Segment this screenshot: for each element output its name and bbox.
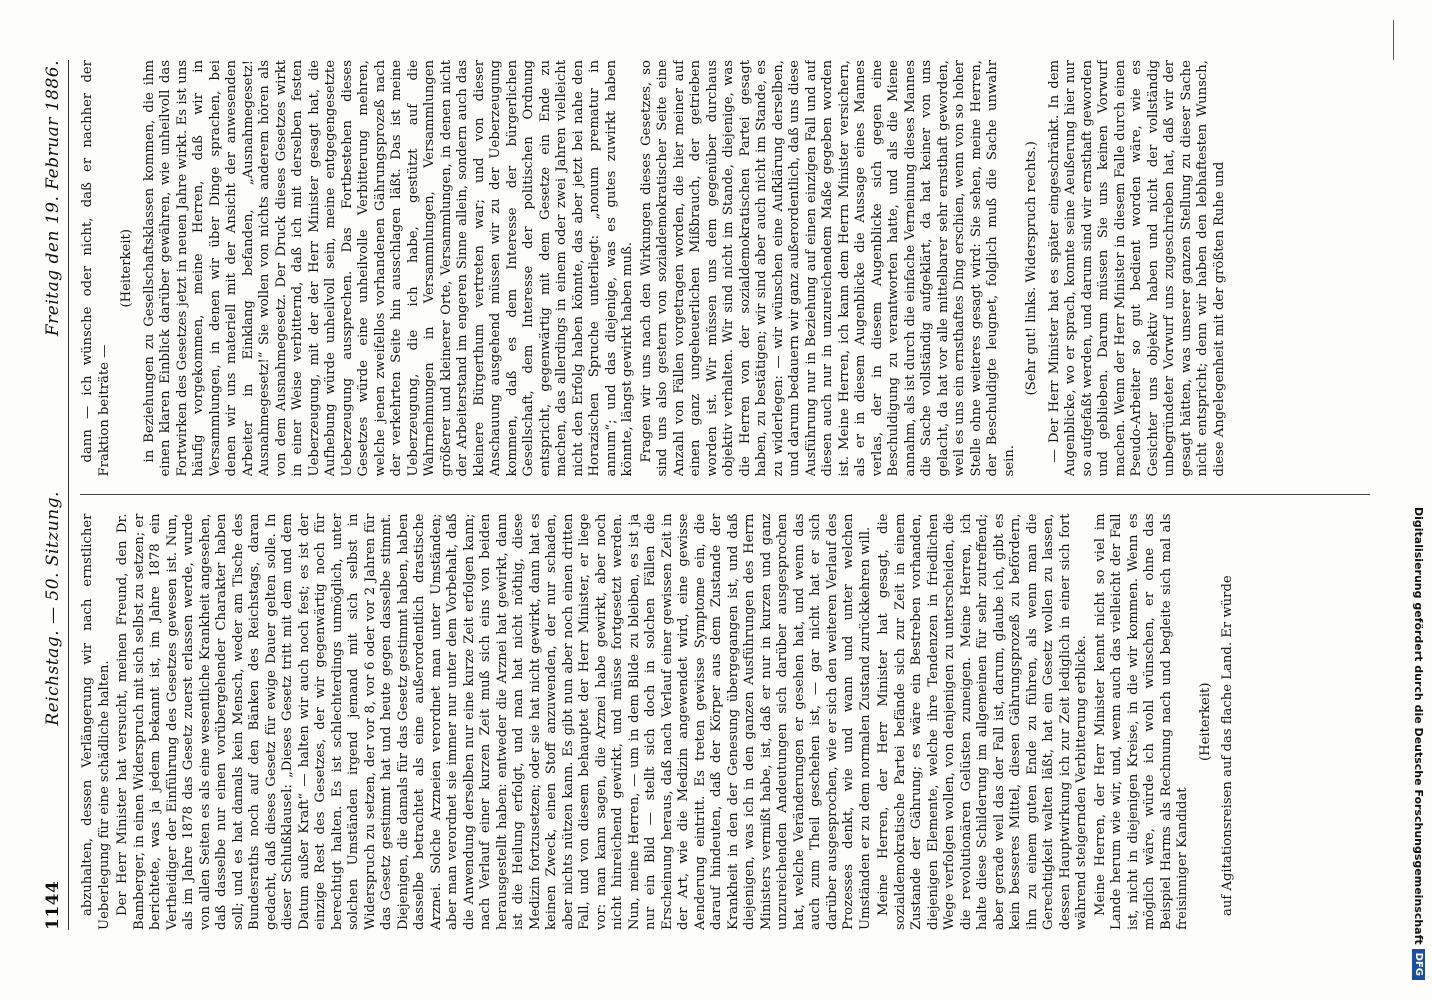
paragraph: auf Agitationsreisen auf das flache Land. Er würde [1220, 575, 1235, 916]
paragraph: dann — ich wünsche oder nicht, daß er nachher der Fraktion beiträte — [80, 60, 112, 477]
column-divider [80, 495, 1370, 496]
paragraph: Fragen wir uns nach den Wirkungen dieses Gesetzes, so sind uns also gestern von sozialdemokratischer Seite eine Anzahl von Fällen vorgetragen worden, die hier meiner auf einen ganz ungeheuerlichen Mißbrauch, der getrieben worden ist. Wir müssen uns dem gegenüber durchaus objektiv verhalten. Wir sind nicht im Stande, diejenige, was die Herren von der sozialdemokratischen Partei gesagt haben, zu bestätigen; wir sind aber auch nicht im Stande, es zu widerlegen: — wir wünschen eine Aufklärung derselben, und darum bedauern wir ganz außerordentlich, daß uns diese Ausführung nur in Beziehung auf einen einzigen Fall und auf diesen auch nur in unzureichendem Maße gegeben worden ist. Meine Herren, ich kann dem Herrn Minister versichern, als er in diesem Augenblicke die Aussage eines Mannes verlas, der in diesem Augenblicke sich gegen eine Beschuldigung zu verantworten hatte, und als die Miene annahm, als ist durch die einfache Verneinung dieses Mannes die Sache vollständig aufgeklärt, da hat keiner von uns gelacht, da hat vor alle mittelbarer sehr ernsthaft geworden, weil es uns ein ernsthaftes Ding erschien, wenn von so hoher Stelle ohne weiteres gesagt wird: Sie sehen, meine Herren, der Beschuldigte leugnet, folglich muß die Sache unwahr sein. [638, 60, 1017, 477]
text-columns [80, 60, 1370, 930]
paragraph: Der Herr Minister hat versucht, meinen Freund, den Dr. Bamberger, in einen Widerspruch mit sich selbst zu setzen; er berichtete, was ja jedem bekannt ist, im Jahre 1878 ein Vertheidiger der Einführung des Gesetzes gewesen ist. Nun, als im Jahre 1878 das Gesetz zuerst erlassen werde, wurde von allen Seiten es als eine wesentliche Krankheit angesehen, daß dasselbe nur einen vorübergehender Charakter haben soll; und es hat damals kein Mensch, weder am Tische des Bundesraths noch auf den Bänken des Reichstags, daran gedacht, daß dieses Gesetz für ewige Dauer gelten solle. In dieser Schlußklausel: „Dieses Gesetz tritt mit dem und dem Datum außer Kraft“ — halten wir auch noch fest; es ist der einzige Rest des Gesetzes, der wir gegenwärtig noch für berechtigt halten. Es ist schlechterdings unmöglich, unter solchen Umständen irgend jemand mit sich selbst in Widerspruch zu setzen, der vor 8, vor 6 oder vor 2 Jahren für das Gesetz gestimmt hat und heute gegen dasselbe stimmt. Diejenigen, die damals für das Gesetz gestimmt haben, haben dasselbe betrachtet als eine außerordentlich drastische Arznei. Solche Arzneien verordnet man unter Umständen; aber man verordnet sie immer nur unter dem Vorbehalt, daß die Anwendung derselben nur eine kurze Zeit erfolgen kann; nach Verlauf einer kurzen Zeit muß sich eins von beiden herausgestellt haben: entweder die Arznei hat gewirkt, dann ist die Heilung erfolgt, und man hat nicht nöthig, diese Medizin fortzusetzen; oder sie hat nicht gewirkt, dann hat es keinen Zweck, einen Stoff anzuwenden, der nur schaden, aber nichts nützen kann. Es gibt nun aber noch einen dritten Fall, und von diesem behauptet der Herr Minister, er liege vor: man kann sagen, die Arznei habe gewirkt, aber noch nicht hinreichend gewirkt, und müsse fortgesetzt werden. Nun, meine Herren, — um in dem Bilde zu bleiben, es ist ja nur ein Bild — stellt sich doch in solchen Fällen die Erscheinung heraus, daß nach Verlauf einer gewissen Zeit in der Art, wie die Medizin angewendet wird, eine gewisse Aenderung eintritt. Es treten gewisse Symptome ein, die darauf hindeuten, daß der Körper aus dem Zustande der Krankheit in den der Genesung übergegangen ist, und daß diejenigen, was ich in den ganzen Ausführungen des Herrn Ministers vermißt habe, ist, daß er nur in kurzen und ganz unzureichenden Andeutungen sich darüber ausgesprochen hat, welche Veränderungen er gesehen hat, und wenn das auch zum Theil geschehen ist, — gar nicht hat er sich darüber ausgesprochen, wie er sich den weiteren Verlauf des Prozesses denkt, wie und wann und unter welchen Umständen er zu dem normalen Zustand zurückkehren will. [115, 513, 873, 930]
rotated-page-frame [20, 30, 1390, 970]
dfg-logo: DFG [1413, 949, 1426, 980]
column-left [80, 514, 1370, 931]
page-number: 1144 [43, 880, 63, 930]
dfg-sidebar [1408, 20, 1430, 980]
paragraph: in Beziehungen zu Gesellschaftsklassen kommen, die ihm einen klaren Einblick darüber gewähren, wie unheilvoll das Fortwirken des Gesetzes jetzt in neuen Jahre wirkt. Es ist uns häufig vorgekommen, meine Herren, daß wir in Versammlungen, in denen wir über Dinge sprachen, bei denen wir uns materiell mit der Ansicht der anwesenden Arbeiter in Einklang befanden, „Ausnahmegesetz! Ausnahmegesetz!“ Sie wollen von nichts anderem hören als von dem Ausnahmegesetz. Der Druck dieses Gesetzes wirkt in einer Weise verbitternd, daß ich mit derselben festen Ueberzeugung, mit der der Herr Minister gesagt hat, die Aufhebung würde unheilvoll sein, meine entgegengesetzte Ueberzeugung aussprechen. Das Fortbestehen dieses Gesetzes würde eine unheilvolle Verbitterung mehren, welche jenen zweifellos vorhandenen Gährungsprozeß nach der verkehrten Seite hin ausschlagen läßt. Das ist meine Ueberzeugung, die ich habe, gestützt auf die Wahrnehmungen in Versammlungen, Versammlungen größerer und kleinerer Orte, Versammlungen, in denen nicht der Arbeiterstand im engeren Sinne allein, sondern auch das kleinere Bürgerthum vertreten war; und von dieser Anschauung ausgehend müssen wir zu der Ueberzeugung kommen, daß es dem Interesse der bürgerlichen Gesellschaft, dem Interesse der politischen Ordnung entspricht, gegenwärtig mit dem Gesetze ein Ende zu machen, das allerdings in einem oder zwei Jahren vielleicht nicht den Erfolg haben könnte, das aber jetzt bei nahe den Horazischen Spruche unterliegt: „nonum prematur in annum“; und das diejenige, was es gutes zuwirkt haben könnte, längst gewirkt haben muß. [141, 60, 635, 477]
paragraph: (Sehr gut! links. Widerspruch rechts.) [1024, 141, 1039, 396]
crop-mark [1393, 20, 1404, 60]
paragraph: Meine Herren, der Herr Minister hat gesagt, die sozialdemokratische Partei befände sich zur Zeit in einem Zustande der Gährung; es wäre ein Bestreben vorhanden, diejenigen Elemente, welche ihre Tendenzen in friedlichen Wege verfolgen wollen, von denjenigen zu unterscheiden, die die revolutionären Gelüsten zuneigen. Meine Herren, ich halte diese Schilderung im allgemeinen für sehr zutreffend; aber gerade weil das der Fall ist, darum, glaube ich, gibt es kein besseres Mittel, diesen Gährungsprozeß zu befördern, ihn zu einem guten Ende zu führen, als wenn man die Gerechtigkeit walten läßt, hat ein Gesetz wollen zu lassen, dessen Hauptwirkung ich zur Zeit lediglich in einer sich fort während steigernden Verbitterung erblicke. [876, 513, 1089, 930]
paragraph: — Der Herr Minister hat es später eingeschränkt. In dem Augenblicke, wo er sprach, konnte seine Aeußerung hier nur so aufgefaßt werden, und darum sind wir ernsthaft geworden und geblieben. Darum müssen Sie uns keinen Vorwurf machen. Wenn der Herr Minister in diesem Falle durch einen Pseudo-Arbeiter so gut bedient worden wäre, wie es Gesichter uns objektiv haben und nicht der vollständig unbegründeter Vorwurf uns zugeschrieben hat, daß wir der gesagt hätten, was unserer ganzen Stellung zu dieser Sache nicht entspricht; denn wir haben den lebhaftesten Wunsch, diese Angelegenheit mit der größten Ruhe und [1046, 60, 1227, 477]
paragraph: (Heiterkeit) [119, 228, 134, 308]
paragraph: Meine Herren, der Herr Minister kennt nicht so viel im Lande herum wie wir, und, wenn auch das vielleicht der Fall ist, nicht in diejenigen Kreise, in die wir kommen. Wenn es möglich wäre, würde ich wohl wünschen, er ohne das Beispiel Harms als Rechnung nach und begleite sich mal als freisinniger Kandidat [1092, 513, 1190, 930]
dfg-credit-text: Digitalisierung gefördert durch die Deutsche Forschungsgemeinschaft [1412, 506, 1426, 945]
paragraph: abzuhalten, dessen Verlängerung wir nach ernstlicher Ueberlegung für eine schädliche halten. [80, 513, 112, 930]
column-right [80, 60, 1370, 477]
page-header [38, 60, 69, 930]
page-date: Freitag den 19. Februar 1886. [43, 60, 63, 337]
page-title: Reichstag. — 50. Sitzung. [43, 491, 63, 726]
paragraph: (Heiterkeit) [1197, 682, 1213, 762]
